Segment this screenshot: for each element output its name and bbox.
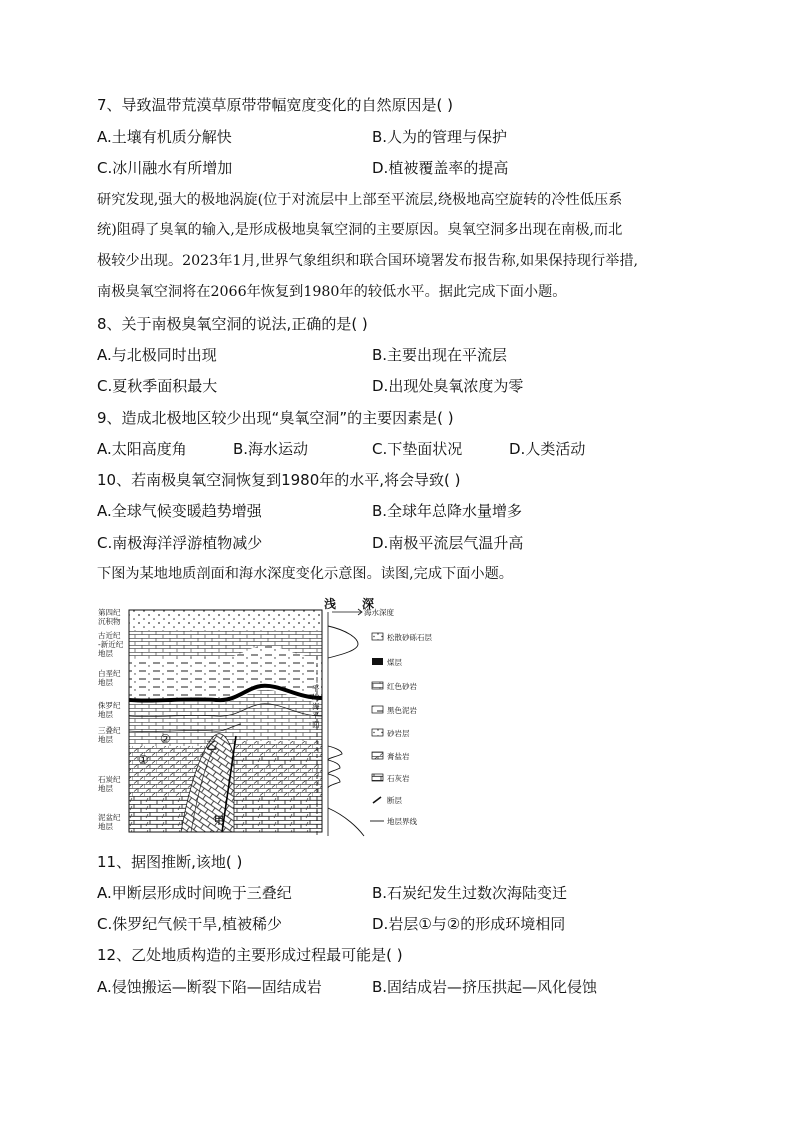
depth-curve-upper bbox=[328, 626, 358, 658]
legend bbox=[370, 632, 432, 826]
q9-option-a: A.太阳高度角 bbox=[97, 440, 187, 458]
label-paleogene-1: 古近纪 bbox=[98, 631, 121, 640]
q8-option-b: B.主要出现在平流层 bbox=[372, 346, 508, 364]
label-sea-depth: 海水深度 bbox=[364, 608, 394, 617]
passage-1-line-3: 极较少出现。2023年1月,世界气象组织和联合国环境署发布报告称,如果保持现行举措, bbox=[97, 253, 639, 269]
label-deep: 深 bbox=[362, 597, 375, 611]
msl-char-2: 均 bbox=[312, 693, 320, 702]
legend-gypsum: 膏盐岩 bbox=[387, 752, 410, 761]
legend-swatch-limestone bbox=[372, 774, 383, 781]
legend-swatch-coal bbox=[372, 658, 383, 665]
q11-option-b: B.石炭纪发生过数次海陆变迁 bbox=[372, 884, 568, 902]
label-shallow: 浅 bbox=[324, 597, 337, 611]
q8-option-d: D.出现处臭氧浓度为零 bbox=[372, 377, 524, 395]
cross-section bbox=[129, 610, 322, 832]
q9-option-d: D.人类活动 bbox=[509, 440, 586, 458]
marker-jia: 甲 bbox=[214, 816, 224, 827]
legend-gravel: 松散砂砾石层 bbox=[387, 633, 432, 642]
label-triassic-2: 地层 bbox=[98, 735, 113, 744]
legend-swatch-sandstone bbox=[372, 729, 383, 736]
label-jurassic-2: 地层 bbox=[98, 710, 113, 719]
legend-limestone: 石灰岩 bbox=[387, 774, 410, 783]
label-cretaceous-1: 白垩纪 bbox=[98, 669, 121, 678]
question-8-stem: 8、关于南极臭氧空洞的说法,正确的是( ) bbox=[97, 315, 368, 333]
legend-coal: 煤层 bbox=[387, 658, 402, 667]
q9-option-b: B.海水运动 bbox=[233, 440, 309, 458]
legend-swatch-black-mudstone bbox=[372, 706, 383, 713]
sea-depth-curve bbox=[312, 596, 394, 836]
legend-swatch-gypsum bbox=[372, 752, 383, 759]
q10-option-d: D.南极平流层气温升高 bbox=[372, 534, 524, 552]
label-carboniferous-2: 地层 bbox=[98, 784, 113, 793]
question-12-stem: 12、乙处地质构造的主要形成过程最可能是( ) bbox=[97, 946, 403, 964]
msl-char-3: 海 bbox=[312, 702, 320, 711]
question-10-stem: 10、若南极臭氧空洞恢复到1980年的水平,将会导致( ) bbox=[97, 471, 461, 489]
marker-yi: 乙 bbox=[206, 739, 217, 752]
q11-option-a: A.甲断层形成时间晚于三叠纪 bbox=[97, 884, 292, 902]
legend-fault: 断层 bbox=[387, 796, 402, 805]
marker-2: ② bbox=[160, 732, 171, 746]
q12-option-a: A.侵蚀搬运—断裂下陷—固结成岩 bbox=[97, 978, 322, 996]
legend-sandstone: 砂岩层 bbox=[387, 729, 410, 738]
geologic-section-figure bbox=[96, 596, 456, 841]
label-devonian-2: 地层 bbox=[98, 822, 113, 831]
legend-boundary: 地层界线 bbox=[387, 817, 417, 826]
passage-1-line-1: 研究发现,强大的极地涡旋(位于对流层中上部至平流层,绕极地高空旋转的冷性低压系 bbox=[97, 192, 623, 208]
q11-option-d: D.岩层①与②的形成环境相同 bbox=[372, 915, 566, 933]
legend-swatch-gravel bbox=[372, 633, 383, 640]
label-cretaceous-2: 地层 bbox=[98, 678, 113, 687]
depth-curve-lower bbox=[328, 808, 364, 836]
q10-option-b: B.全球年总降水量增多 bbox=[372, 502, 523, 520]
q7-option-c: C.冰川融水有所增加 bbox=[97, 159, 233, 177]
passage-2: 下图为某地地质剖面和海水深度变化示意图。读图,完成下面小题。 bbox=[97, 566, 513, 582]
label-devonian-1: 泥盆纪 bbox=[98, 813, 121, 822]
strata-labels bbox=[98, 607, 124, 831]
q8-option-a: A.与北极同时出现 bbox=[97, 346, 217, 364]
question-9-stem: 9、造成北极地区较少出现“臭氧空洞”的主要因素是( ) bbox=[97, 409, 454, 427]
q11-option-c: C.侏罗纪气候干旱,植被稀少 bbox=[97, 915, 283, 933]
passage-1-line-4: 南极臭氧空洞将在2066年恢复到1980年的较低水平。据此完成下面小题。 bbox=[97, 284, 567, 300]
legend-red-sandstone: 红色砂岩 bbox=[387, 682, 417, 691]
label-quaternary-2: 沉积物 bbox=[98, 617, 121, 626]
msl-char-5: 面 bbox=[312, 720, 320, 729]
marker-1: ① bbox=[138, 753, 149, 767]
depth-curve-wiggle bbox=[328, 746, 342, 788]
q10-option-c: C.南极海洋浮游植物减少 bbox=[97, 534, 263, 552]
question-7-stem: 7、导致温带荒漠草原带带幅宽度变化的自然原因是( ) bbox=[97, 96, 454, 114]
legend-swatch-fault bbox=[373, 797, 381, 803]
label-triassic-1: 三叠纪 bbox=[98, 726, 121, 735]
label-carboniferous-1: 石炭纪 bbox=[98, 775, 121, 784]
msl-char-4: 平 bbox=[312, 711, 320, 720]
q7-option-d: D.植被覆盖率的提高 bbox=[372, 159, 509, 177]
question-11-stem: 11、据图推断,该地( ) bbox=[97, 853, 243, 871]
legend-swatch-red-sandstone bbox=[372, 682, 383, 689]
label-paleogene-3: 地层 bbox=[98, 649, 113, 658]
q12-option-b: B.固结成岩—挤压拱起—风化侵蚀 bbox=[372, 978, 598, 996]
q7-option-a: A.土壤有机质分解快 bbox=[97, 128, 232, 146]
legend-black-mudstone: 黑色泥岩 bbox=[387, 706, 417, 715]
q9-option-c: C.下垫面状况 bbox=[372, 440, 463, 458]
passage-1-line-2: 统)阻碍了臭氧的输入,是形成极地臭氧空洞的主要原因。臭氧空洞多出现在南极,而北 bbox=[97, 222, 623, 238]
q8-option-c: C.夏秋季面积最大 bbox=[97, 377, 218, 395]
label-paleogene-2: -新近纪 bbox=[98, 640, 124, 649]
q7-option-b: B.人为的管理与保护 bbox=[372, 128, 508, 146]
msl-char-1: 平 bbox=[312, 684, 320, 693]
label-jurassic-1: 侏罗纪 bbox=[98, 701, 121, 710]
q10-option-a: A.全球气候变暖趋势增强 bbox=[97, 502, 262, 520]
label-quaternary-1: 第四纪 bbox=[98, 608, 121, 617]
